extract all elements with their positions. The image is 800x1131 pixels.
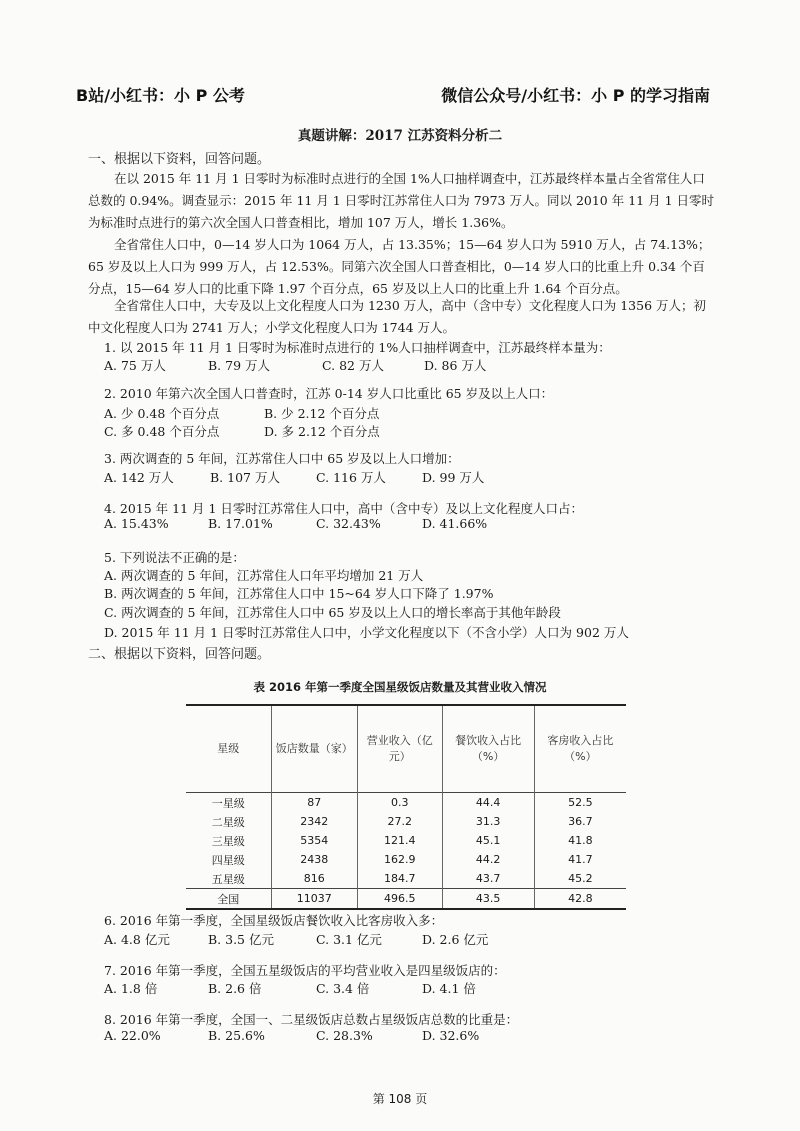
row-count: 2342: [271, 812, 358, 831]
header-count: 饭店数量（家）: [271, 705, 358, 793]
total-food: 43.5: [442, 889, 534, 910]
q8-option-b[interactable]: B. 25.6%: [208, 1028, 265, 1043]
q7-option-b[interactable]: B. 2.6 倍: [208, 981, 262, 996]
header-room-share: 客房收入占比（%）: [534, 705, 626, 793]
paragraph-3: 全省常住人口中，大专及以上文化程度人口为 1230 万人，高中（含中专）文化程度人口为 1356 万人；初中文化程度人口为 2741 万人；小学文化程度人口为 1744 万人。: [88, 298, 707, 335]
total-room: 42.8: [534, 889, 626, 910]
total-revenue: 496.5: [358, 889, 442, 910]
row-food: 45.1: [442, 831, 534, 850]
table-row: [186, 793, 626, 813]
row-revenue: 184.7: [358, 869, 442, 889]
q1-option-b[interactable]: B. 79 万人: [208, 358, 271, 373]
q6-option-b[interactable]: B. 3.5 亿元: [208, 932, 274, 947]
row-level: 三星级: [211, 834, 245, 848]
row-food: 43.7: [442, 869, 534, 889]
row-food: 44.4: [442, 793, 534, 813]
q5-option-c[interactable]: C. 两次调查的 5 年间，江苏常住人口中 65 岁及以上人口的增长率高于其他年龄段: [104, 605, 561, 620]
q5-option-d[interactable]: D. 2015 年 11 月 1 日零时江苏常住人口中，小学文化程度以下（不含小学）人口为 902 万人: [104, 625, 629, 640]
row-count: 87: [271, 793, 358, 813]
row-revenue: 121.4: [358, 831, 442, 850]
question-5: 5. 下列说法不正确的是：: [104, 550, 245, 565]
row-level: 一星级: [211, 796, 245, 810]
total-level: 全国: [186, 889, 271, 910]
question-7: 7. 2016 年第一季度，全国五星级饭店的平均营业收入是四星级饭店的：: [104, 963, 506, 978]
table-caption: 表 2016 年第一季度全国星级饭店数量及其营业收入情况: [253, 680, 547, 694]
q4-option-b[interactable]: B. 17.01%: [208, 516, 273, 531]
row-room: 45.2: [534, 869, 626, 889]
header-right-text: 微信公众号/小红书：小 P 的学习指南: [441, 86, 710, 105]
header-level: 星级: [186, 705, 271, 793]
row-room: 41.8: [534, 831, 626, 850]
total-count: 11037: [271, 889, 358, 910]
question-3: 3. 两次调查的 5 年间，江苏常住人口中 65 岁及以上人口增加：: [104, 451, 460, 466]
q2-option-a[interactable]: A. 少 0.48 个百分点: [104, 406, 220, 421]
question-2: 2. 2010 年第六次全国人口普查时，江苏 0-14 岁人口比重比 65 岁及以上人口：: [104, 386, 554, 401]
table-row: [186, 831, 626, 850]
section-1-heading: 一、根据以下资料，回答问题。: [88, 152, 271, 167]
q3-option-b[interactable]: B. 107 万人: [210, 470, 280, 485]
q1-option-a[interactable]: A. 75 万人: [104, 358, 166, 373]
row-room: 36.7: [534, 812, 626, 831]
q2-option-c[interactable]: C. 多 0.48 个百分点: [104, 424, 220, 439]
q2-option-b[interactable]: B. 少 2.12 个百分点: [264, 406, 380, 421]
paragraph-2: 全省常住人口中，0—14 岁人口为 1064 万人，占 13.35%；15—64 岁人口为 5910 万人，占 74.13%；65 岁及以上人口为 999 万人，占 12.53%。同第六次全国人口普查相比，0—14 岁人口的比重上升 0.34 个百分点，15—64 岁人口的比重下降 1.97 个百分点，65 岁及以上人口的比重上升 1.64 个百分点。: [88, 237, 711, 296]
q3-option-d[interactable]: D. 99 万人: [422, 470, 485, 485]
q2-option-d[interactable]: D. 多 2.12 个百分点: [264, 424, 380, 439]
table-row: [186, 812, 626, 831]
row-room: 41.7: [534, 850, 626, 869]
paragraph-1: 在以 2015 年 11 月 1 日零时为标准时点进行的全国 1%人口抽样调查中，江苏最终样本量占全省常住人口总数的 0.94%。调查显示：2015 年 11 月 1 日零时江苏常住人口为 7973 万人。同以 2010 年 11 月 1 日零时为标准时点进行的第六次全国人口普查相比，增加 107 万人，增长 1.36%。: [88, 171, 714, 230]
q4-option-a[interactable]: A. 15.43%: [104, 516, 169, 531]
row-revenue: 162.9: [358, 850, 442, 869]
table-total-row: [186, 889, 626, 910]
hotel-table: [186, 704, 626, 910]
header-revenue: 营业收入（亿元）: [358, 705, 442, 793]
q8-option-c[interactable]: C. 28.3%: [316, 1028, 373, 1043]
q6-option-a[interactable]: A. 4.8 亿元: [104, 932, 170, 947]
q4-option-c[interactable]: C. 32.43%: [316, 516, 381, 531]
q6-option-c[interactable]: C. 3.1 亿元: [316, 932, 382, 947]
row-count: 2438: [271, 850, 358, 869]
table-row: [186, 850, 626, 869]
header-food-share: 餐饮收入占比（%）: [442, 705, 534, 793]
row-level: 二星级: [211, 815, 245, 829]
q3-option-a[interactable]: A. 142 万人: [104, 470, 174, 485]
q7-option-a[interactable]: A. 1.8 倍: [104, 981, 158, 996]
q8-option-d[interactable]: D. 32.6%: [422, 1028, 480, 1043]
q5-option-b[interactable]: B. 两次调查的 5 年间，江苏常住人口中 15~64 岁人口下降了 1.97%: [104, 586, 494, 601]
q1-option-c[interactable]: C. 82 万人: [322, 358, 384, 373]
question-8: 8. 2016 年第一季度，全国一、二星级饭店总数占星级饭店总数的比重是：: [104, 1012, 519, 1027]
question-1: 1. 以 2015 年 11 月 1 日零时为标准时点进行的 1%人口抽样调查中，江苏最终样本量为：: [104, 340, 611, 355]
q8-option-a[interactable]: A. 22.0%: [104, 1028, 161, 1043]
page-title: 真题讲解：2017 江苏资料分析二: [297, 128, 503, 144]
q7-option-d[interactable]: D. 4.1 倍: [422, 981, 476, 996]
question-4: 4. 2015 年 11 月 1 日零时江苏常住人口中，高中（含中专）及以上文化程度人口占：: [104, 501, 583, 516]
row-count: 816: [271, 869, 358, 889]
q3-option-c[interactable]: C. 116 万人: [316, 470, 386, 485]
row-food: 31.3: [442, 812, 534, 831]
q7-option-c[interactable]: C. 3.4 倍: [316, 981, 370, 996]
row-revenue: 0.3: [358, 793, 442, 813]
row-level: 五星级: [211, 872, 245, 886]
row-food: 44.2: [442, 850, 534, 869]
row-revenue: 27.2: [358, 812, 442, 831]
table-row: [186, 869, 626, 889]
row-room: 52.5: [534, 793, 626, 813]
q1-option-d[interactable]: D. 86 万人: [424, 358, 487, 373]
page-number: 第 108 页: [372, 1092, 428, 1106]
row-count: 5354: [271, 831, 358, 850]
q5-option-a[interactable]: A. 两次调查的 5 年间，江苏常住人口年平均增加 21 万人: [104, 568, 424, 583]
header-left-text: B站/小红书：小 P 公考: [76, 86, 245, 105]
row-level: 四星级: [211, 853, 245, 867]
question-6: 6. 2016 年第一季度，全国星级饭店餐饮收入比客房收入多：: [104, 913, 444, 928]
q6-option-d[interactable]: D. 2.6 亿元: [422, 932, 489, 947]
section-2-heading: 二、根据以下资料，回答问题。: [88, 647, 271, 662]
q4-option-d[interactable]: D. 41.66%: [422, 516, 488, 531]
